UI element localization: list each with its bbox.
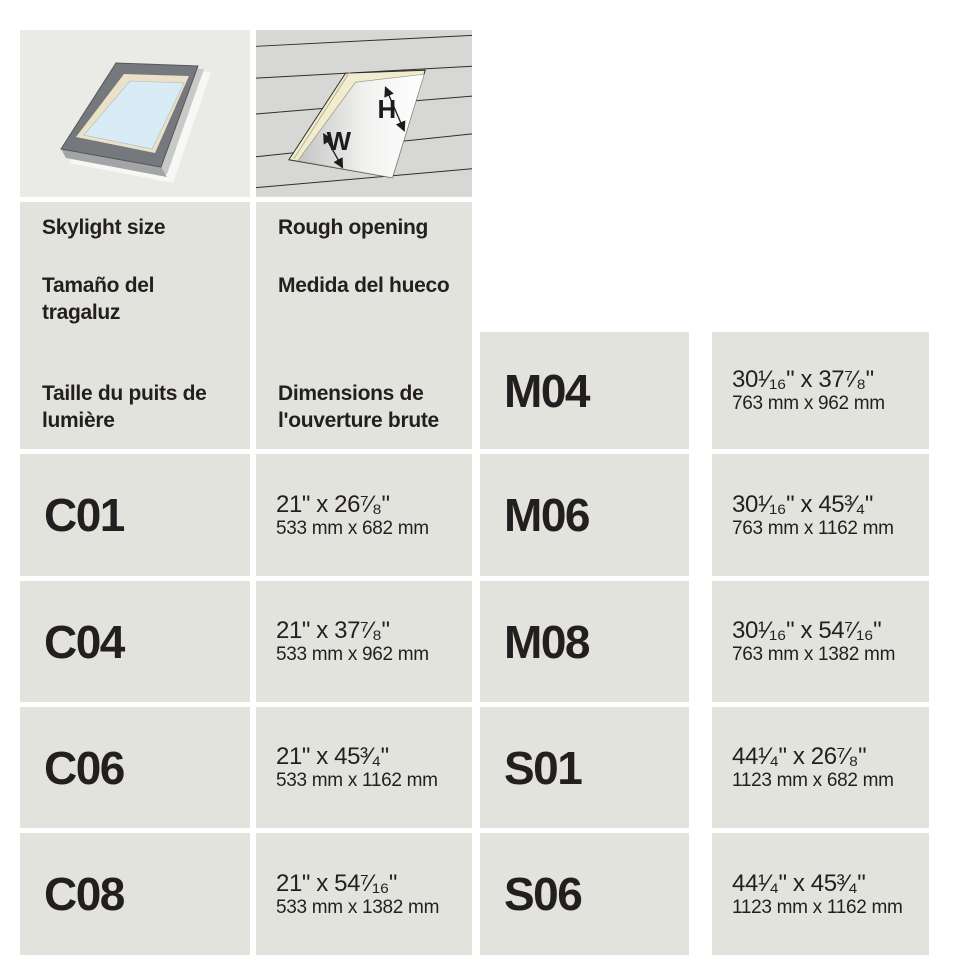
rough-opening-header-fr: Dimensions de l'ouverture brute xyxy=(278,382,439,432)
rough-opening-c08 xyxy=(256,833,472,955)
rough-opening-c06 xyxy=(256,707,472,828)
rough-opening-c04 xyxy=(256,581,472,702)
rough-opening-illustration xyxy=(256,30,472,197)
size-code-label: S06 xyxy=(504,868,582,920)
dimensions-mm: 763 mm x 962 mm xyxy=(732,393,885,414)
dimensions-mm: 533 mm x 962 mm xyxy=(276,644,429,665)
size-code-label: M06 xyxy=(504,489,589,541)
size-code-label: S01 xyxy=(504,741,582,794)
size-code-label: C01 xyxy=(44,489,124,541)
skylight-size-header-en: Skylight size xyxy=(42,216,166,239)
size-code-label: M04 xyxy=(504,364,589,417)
size-code-label: M08 xyxy=(504,615,589,668)
dimensions-inches: 21" x 26⁷⁄₈" xyxy=(276,490,390,518)
size-code-label: C06 xyxy=(44,741,124,794)
dimensions-inches: 44¹⁄₄" x 26⁷⁄₈" xyxy=(732,743,867,770)
rough-opening-m06 xyxy=(712,454,929,576)
rough-opening-s01 xyxy=(712,707,929,828)
rough-opening-header-en: Rough opening xyxy=(278,216,429,239)
dimensions-inches: 21" x 54⁷⁄₁₆" xyxy=(276,869,398,897)
skylight-size-header-es: Tamaño del tragaluz xyxy=(42,274,155,324)
dimensions-inches: 21" x 37⁷⁄₈" xyxy=(276,617,390,644)
rough-opening-drawing xyxy=(256,30,472,197)
skylight-drawing xyxy=(20,30,250,197)
size-code-label: C08 xyxy=(44,868,124,920)
size-code-c06 xyxy=(20,707,250,828)
dimensions-inches: 30¹⁄₁₆" x 54⁷⁄₁₆" xyxy=(732,617,882,644)
dimensions-inches: 30¹⁄₁₆" x 37⁷⁄₈" xyxy=(732,366,874,393)
dimensions-mm: 533 mm x 1162 mm xyxy=(276,770,438,791)
dimensions-inches: 30¹⁄₁₆" x 45³⁄₄" xyxy=(732,490,873,518)
rough-opening-header-es: Medida del hueco xyxy=(278,274,450,297)
size-code-c08 xyxy=(20,833,250,955)
dimensions-inches: 21" x 45³⁄₄" xyxy=(276,743,389,770)
skylight-illustration xyxy=(20,30,250,197)
height-label: H xyxy=(377,95,397,124)
skylight-size-header-fr: Taille du puits de lumière xyxy=(42,382,207,432)
dimensions-mm: 533 mm x 1382 mm xyxy=(276,896,440,918)
dimensions-mm: 533 mm x 682 mm xyxy=(276,517,429,539)
size-code-c01 xyxy=(20,454,250,576)
rough-opening-header xyxy=(256,202,472,449)
rough-opening-s06 xyxy=(712,833,929,955)
dimensions-mm: 763 mm x 1382 mm xyxy=(732,644,896,665)
size-code-c04 xyxy=(20,581,250,702)
skylight-size-header xyxy=(20,202,250,449)
size-code-s01 xyxy=(480,707,689,828)
size-code-s06 xyxy=(480,833,689,955)
size-code-m06 xyxy=(480,454,689,576)
size-code-label: C04 xyxy=(44,615,124,668)
rough-opening-m08 xyxy=(712,581,929,702)
rough-opening-m04 xyxy=(712,332,929,449)
size-code-m08 xyxy=(480,581,689,702)
rough-opening-c01 xyxy=(256,454,472,576)
dimensions-mm: 1123 mm x 682 mm xyxy=(732,770,894,791)
dimensions-mm: 763 mm x 1162 mm xyxy=(732,517,894,539)
width-label: W xyxy=(326,127,352,156)
size-code-m04 xyxy=(480,332,689,449)
skylight-size-table-right xyxy=(480,332,929,955)
dimensions-inches: 44¹⁄₄" x 45³⁄₄" xyxy=(732,869,866,897)
dimensions-mm: 1123 mm x 1162 mm xyxy=(732,896,903,918)
skylight-size-table xyxy=(20,30,472,955)
